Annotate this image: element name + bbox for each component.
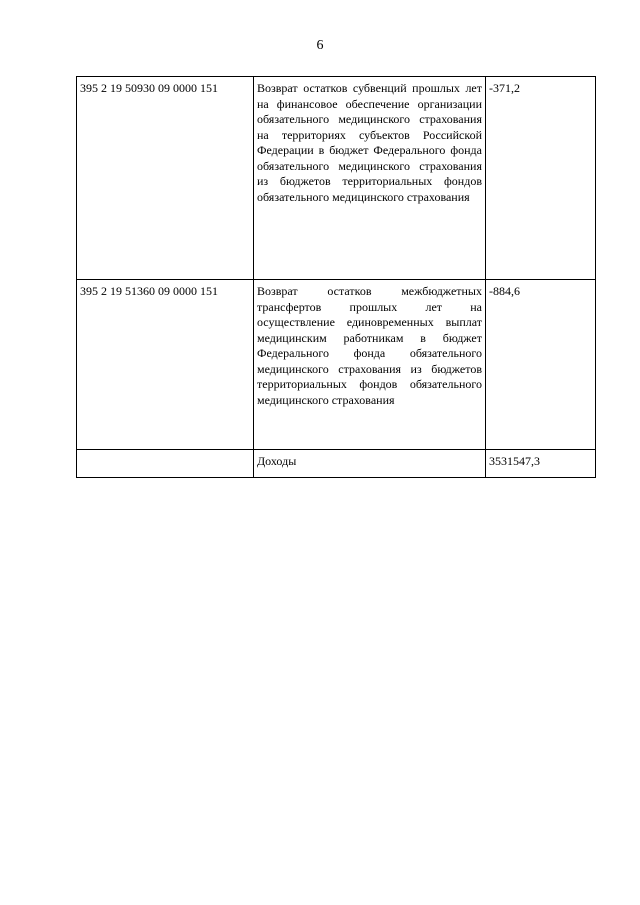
revenue-name-cell: Возврат остатков субвенций прошлых лет на финансовое обеспечение организации обязательного медицинского страхования на территориях субъектов Российской Федерации в бюджет Федерального фонда обязательного медицинского страхования из бюджетов территориальных фондов обязательного медицинского страхования: [254, 77, 486, 280]
budget-code-cell: 395 2 19 50930 09 0000 151: [77, 77, 254, 280]
page-number: 6: [316, 38, 324, 53]
total-label-cell: Доходы: [254, 450, 486, 478]
total-code-cell: [77, 450, 254, 478]
revenue-name-cell: Возврат остатков межбюджетных трансфертов прошлых лет на осуществление единовременных выплат медицинским работникам в бюджет Федерального фонда обязательного медицинского страхования из бюджетов территориальных фондов обязательного медицинского страхования: [254, 280, 486, 450]
table-row: [77, 77, 596, 280]
budget-code-cell: 395 2 19 51360 09 0000 151: [77, 280, 254, 450]
total-amount-cell: 3531547,3: [486, 450, 596, 478]
table-row: [77, 280, 596, 450]
revenue-table: [76, 76, 596, 478]
amount-cell: -884,6: [486, 280, 596, 450]
amount-cell: -371,2: [486, 77, 596, 280]
total-row: [77, 450, 596, 478]
